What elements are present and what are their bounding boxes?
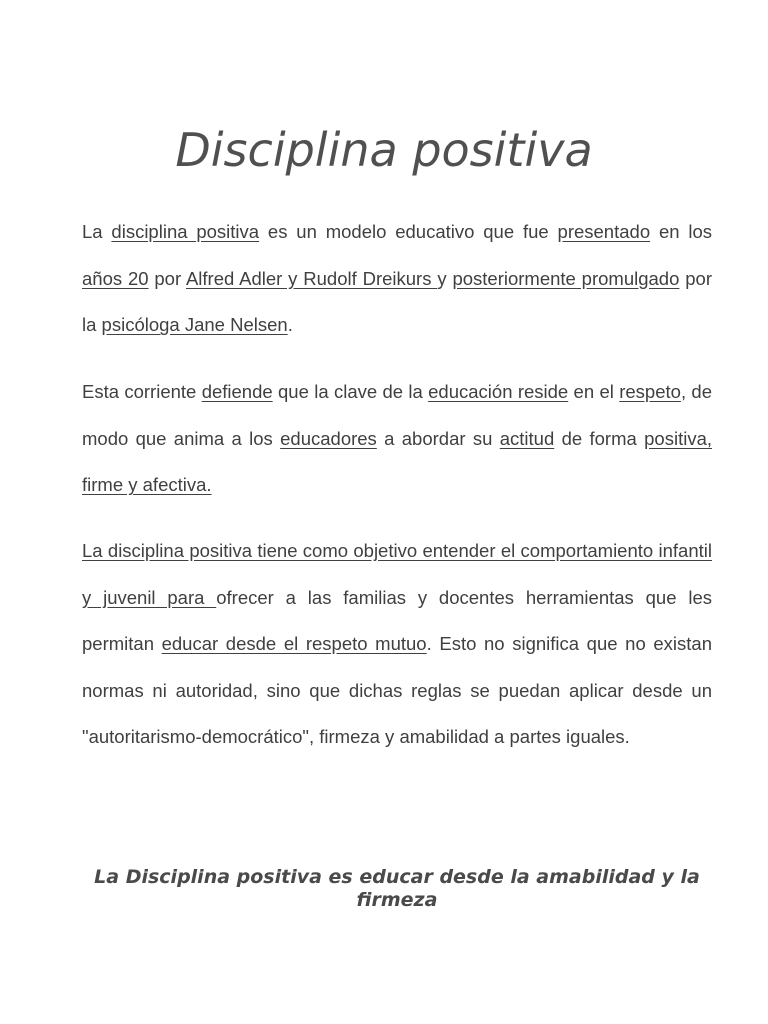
- text-span: y: [437, 267, 453, 289]
- link-positiva-firme-afectiva[interactable]: positiva, firme y afectiva.: [82, 427, 712, 496]
- paragraph-objetivo: [82, 528, 712, 761]
- link-educadores[interactable]: educadores: [280, 427, 377, 449]
- link-respeto[interactable]: respeto: [619, 381, 681, 402]
- paragraph-respeto: [82, 369, 712, 509]
- text-span: que la clave de la: [272, 381, 429, 402]
- link-adler-dreikurs[interactable]: Alfred Adler y Rudolf Dreikurs: [185, 267, 438, 289]
- link-presentado[interactable]: presentado: [557, 221, 651, 242]
- link-disciplina-positiva[interactable]: disciplina positiva: [111, 221, 260, 242]
- text-span: por: [148, 267, 186, 289]
- text-span: , de modo que anima a los: [82, 381, 712, 449]
- text-span: ofrecer a las familias y docentes herramientas que les permitan: [82, 586, 712, 655]
- text-span: . Esto no significa que no existan normas ni autoridad, sino que dichas reglas se puedan aplicar desde un "autoritarismo-democrático", firmeza y amabilidad a partes iguales.: [82, 633, 712, 748]
- text-span: en los: [650, 221, 713, 242]
- text-span: por la: [82, 267, 712, 336]
- link-actitud[interactable]: actitud: [499, 427, 555, 449]
- link-defiende[interactable]: defiende: [201, 381, 273, 402]
- link-anos-20[interactable]: años 20: [82, 267, 149, 289]
- link-educar-respeto-mutuo[interactable]: educar desde el respeto mutuo: [161, 633, 427, 655]
- link-objetivo[interactable]: La disciplina positiva tiene como objetivo entender el comportamiento infantil y juvenil para: [82, 540, 712, 608]
- closing-quote: La Disciplina positiva es educar desde la amabilidad y la firmeza: [94, 866, 700, 911]
- text-span: Esta corriente: [82, 381, 202, 402]
- text-span: es un modelo educativo que fue: [259, 221, 558, 242]
- text-span: a abordar su: [376, 427, 500, 449]
- link-educacion-reside[interactable]: educación reside: [428, 381, 569, 402]
- text-span: en el: [568, 381, 620, 402]
- paragraph-intro: [82, 209, 712, 349]
- text-span: La: [82, 221, 112, 242]
- link-posteriormente-promulgado[interactable]: posteriormente promulgado: [452, 267, 680, 289]
- text-span: .: [287, 314, 293, 336]
- link-jane-nelsen[interactable]: psicóloga Jane Nelsen: [101, 314, 288, 336]
- page-title: Disciplina positiva: [175, 123, 593, 177]
- text-span: de forma: [554, 427, 645, 449]
